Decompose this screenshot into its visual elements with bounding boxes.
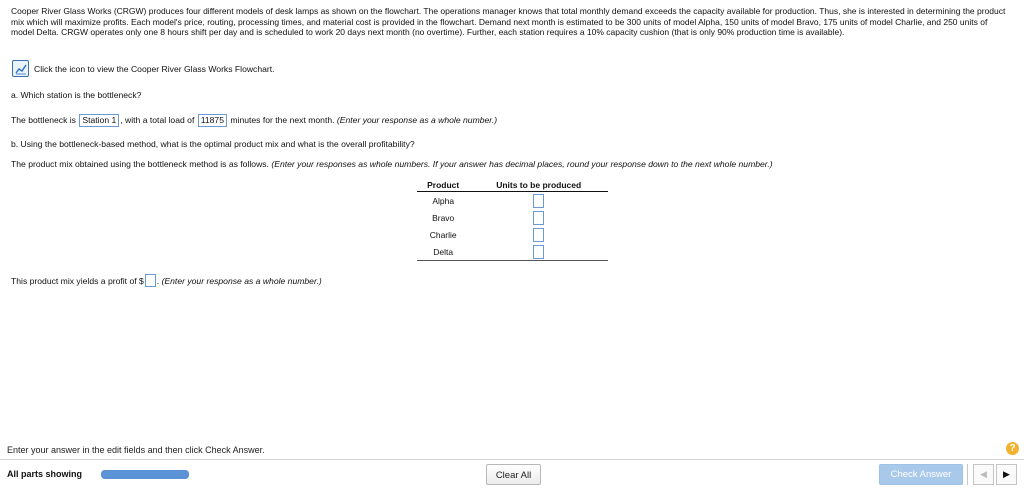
answer-a-line — [11, 114, 497, 127]
profit-suffix: . — [156, 276, 160, 286]
profit-input[interactable] — [145, 274, 156, 287]
product-name: Bravo — [432, 212, 455, 223]
answer-b-lead: The product mix obtained using the bottleneck method is as follows. — [11, 159, 269, 169]
previous-arrow-icon[interactable]: ◀ — [973, 464, 994, 485]
table-row — [417, 209, 608, 226]
footer-hint: Enter your answer in the edit fields and then click Check Answer. — [7, 445, 265, 455]
answer-b-instruction: (Enter your responses as whole numbers. If your answer has decimal places, round your response down to the next whole number.) — [271, 159, 773, 169]
profit-line — [11, 274, 322, 287]
product-mix-table — [417, 180, 608, 261]
line-chart-icon — [15, 63, 27, 75]
question-a: a. Which station is the bottleneck? — [11, 90, 142, 100]
flowchart-link-label: Click the icon to view the Cooper River Glass Works Flowchart. — [34, 63, 275, 74]
profit-instruction: (Enter your response as a whole number.) — [161, 276, 322, 286]
units-input-delta[interactable] — [533, 245, 544, 259]
profit-prefix: This product mix yields a profit of $ — [11, 276, 144, 286]
footer-divider — [0, 459, 1024, 460]
answer-a-middle: , with a total load of — [120, 115, 195, 125]
units-input-alpha[interactable] — [533, 194, 544, 208]
answer-a-suffix: minutes for the next month. — [230, 115, 335, 125]
help-icon[interactable]: ? — [1006, 442, 1019, 455]
column-header-product: Product — [417, 180, 469, 192]
answer-b-lead-line — [11, 159, 773, 169]
parts-progress-fill — [101, 470, 189, 479]
table-row — [417, 192, 608, 210]
problem-statement: Cooper River Glass Works (CRGW) produces four different models of desk lamps as shown on the flowchart. The operations manager knows that total monthly demand exceeds the capacity available for production. Thus, she is interested in determining the product mix which will maximize profits. Each model's price, routing, processing times, and material cost is provided in the flowchart. Demand next month is estimated to be 300 units of model Alpha, 150 units of model Bravo, 175 units of model Charlie, and 250 units of model Delta. CRGW operates only one 8 hours shift per day and is scheduled to work 20 days next month (no overtime). Further, each station requires a 10% capacity cushion (that is only 90% production time is available). — [11, 6, 1006, 38]
nav-separator — [967, 464, 968, 485]
product-name: Charlie — [429, 229, 457, 240]
next-arrow-icon[interactable]: ▶ — [996, 464, 1017, 485]
answer-a-instruction: (Enter your response as a whole number.) — [336, 115, 498, 125]
chart-icon[interactable] — [12, 60, 29, 77]
flowchart-link-row — [12, 60, 275, 77]
table-row — [417, 243, 608, 261]
units-input-bravo[interactable] — [533, 211, 544, 225]
bottleneck-station-input[interactable]: Station 1 — [79, 114, 119, 127]
clear-all-button[interactable]: Clear All — [486, 464, 541, 485]
question-b: b. Using the bottleneck-based method, what is the optimal product mix and what is the overall profitability? — [11, 139, 415, 149]
all-parts-label: All parts showing — [7, 469, 83, 479]
product-name: Alpha — [432, 195, 455, 206]
parts-progress-bar — [101, 470, 189, 479]
units-input-charlie[interactable] — [533, 228, 544, 242]
product-name: Delta — [417, 243, 469, 261]
answer-a-prefix: The bottleneck is — [11, 115, 76, 125]
total-load-input[interactable]: 11875 — [198, 114, 227, 127]
table-row — [417, 226, 608, 243]
check-answer-button[interactable]: Check Answer — [879, 464, 963, 485]
column-header-units: Units to be produced — [469, 180, 608, 192]
